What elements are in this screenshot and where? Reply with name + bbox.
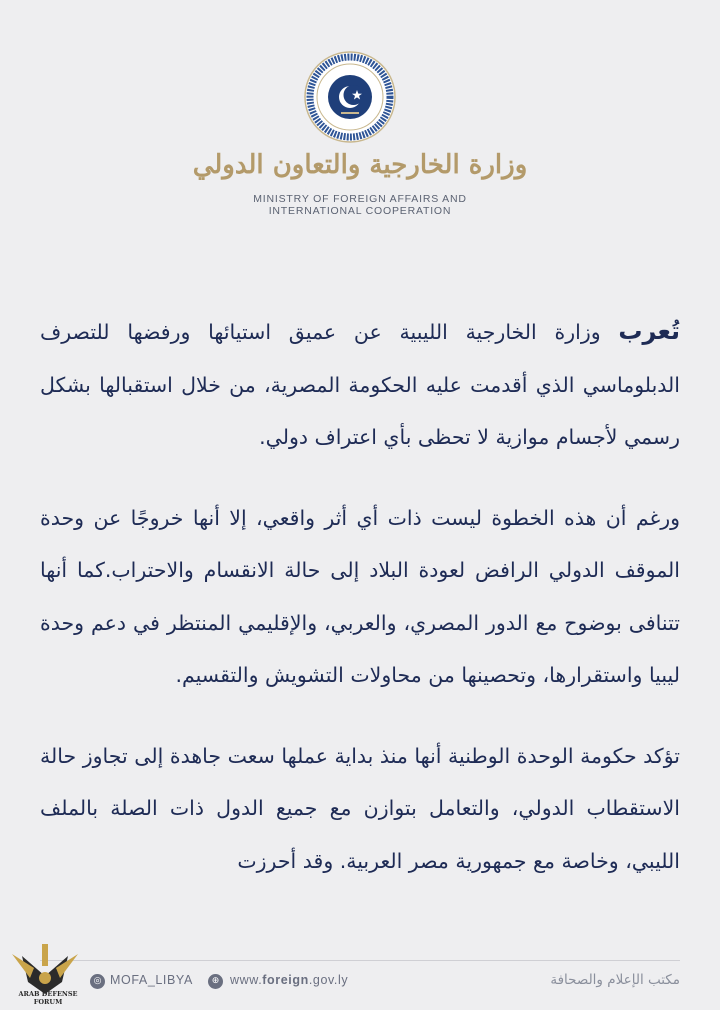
- website-prefix: www.: [230, 973, 263, 987]
- paragraph-3: تؤكد حكومة الوحدة الوطنية أنها منذ بداية عملها سعت جاهدة إلى تجاوز حالة الاستقطاب الدولي، والتعامل بتوازن مع جميع الدول ذات الصلة بالملف الليبي، وخاصة مع جمهورية مصر العربية. وقد أحرزت: [40, 743, 680, 873]
- lead-word: تُعرب: [618, 317, 680, 345]
- ministry-name-english-line2: INTERNATIONAL COOPERATION: [268, 205, 452, 217]
- paragraph-1: [40, 305, 680, 464]
- paragraph-2: ورغم أن هذه الخطوة ليست ذات أي أثر واقعي، إلا أنها خروجًا عن وحدة الموقف الدولي الرافض لعودة البلاد إلى حالة الانقسام والاحتراب.كما أنها تتنافى بوضوح مع الدور المصري، والعربي، والإقليمي المنتظر في دعم وحدة ليبيا واستقرارها، وتحصينها من محاولات التشويش والتقسيم.: [40, 505, 680, 687]
- website-link[interactable]: [230, 973, 348, 987]
- media-office-label: مكتب الإعلام والصحافة: [550, 972, 680, 988]
- globe-icon: ⊕: [208, 974, 223, 989]
- ministry-seal-logo: [303, 50, 397, 144]
- social-handle[interactable]: MOFA_LIBYA: [110, 973, 193, 987]
- statement-body: [40, 305, 680, 915]
- footer: [0, 968, 720, 998]
- website-suffix: .gov.ly: [308, 973, 349, 987]
- paragraph-1-text: وزارة الخارجية الليبية عن عميق استيائها ورفضها للتصرف الدبلوماسي الذي أقدمت عليه الحكومة المصرية، من خلال استقبالها بشكل رسمي لأجسام موازية لا تحظى بأي اعتراف دولي.: [40, 320, 680, 449]
- ministry-name-arabic: وزارة الخارجية والتعاون الدولي: [192, 150, 528, 180]
- ministry-name-english: [220, 193, 500, 217]
- website-main: foreign: [262, 973, 309, 987]
- instagram-icon: ◎: [90, 974, 105, 989]
- footer-divider: [40, 960, 680, 961]
- ministry-name-english-line1: MINISTRY OF FOREIGN AFFAIRS AND: [253, 193, 467, 205]
- watermark-text: ARAB DEFENSE FORUM: [18, 990, 78, 1006]
